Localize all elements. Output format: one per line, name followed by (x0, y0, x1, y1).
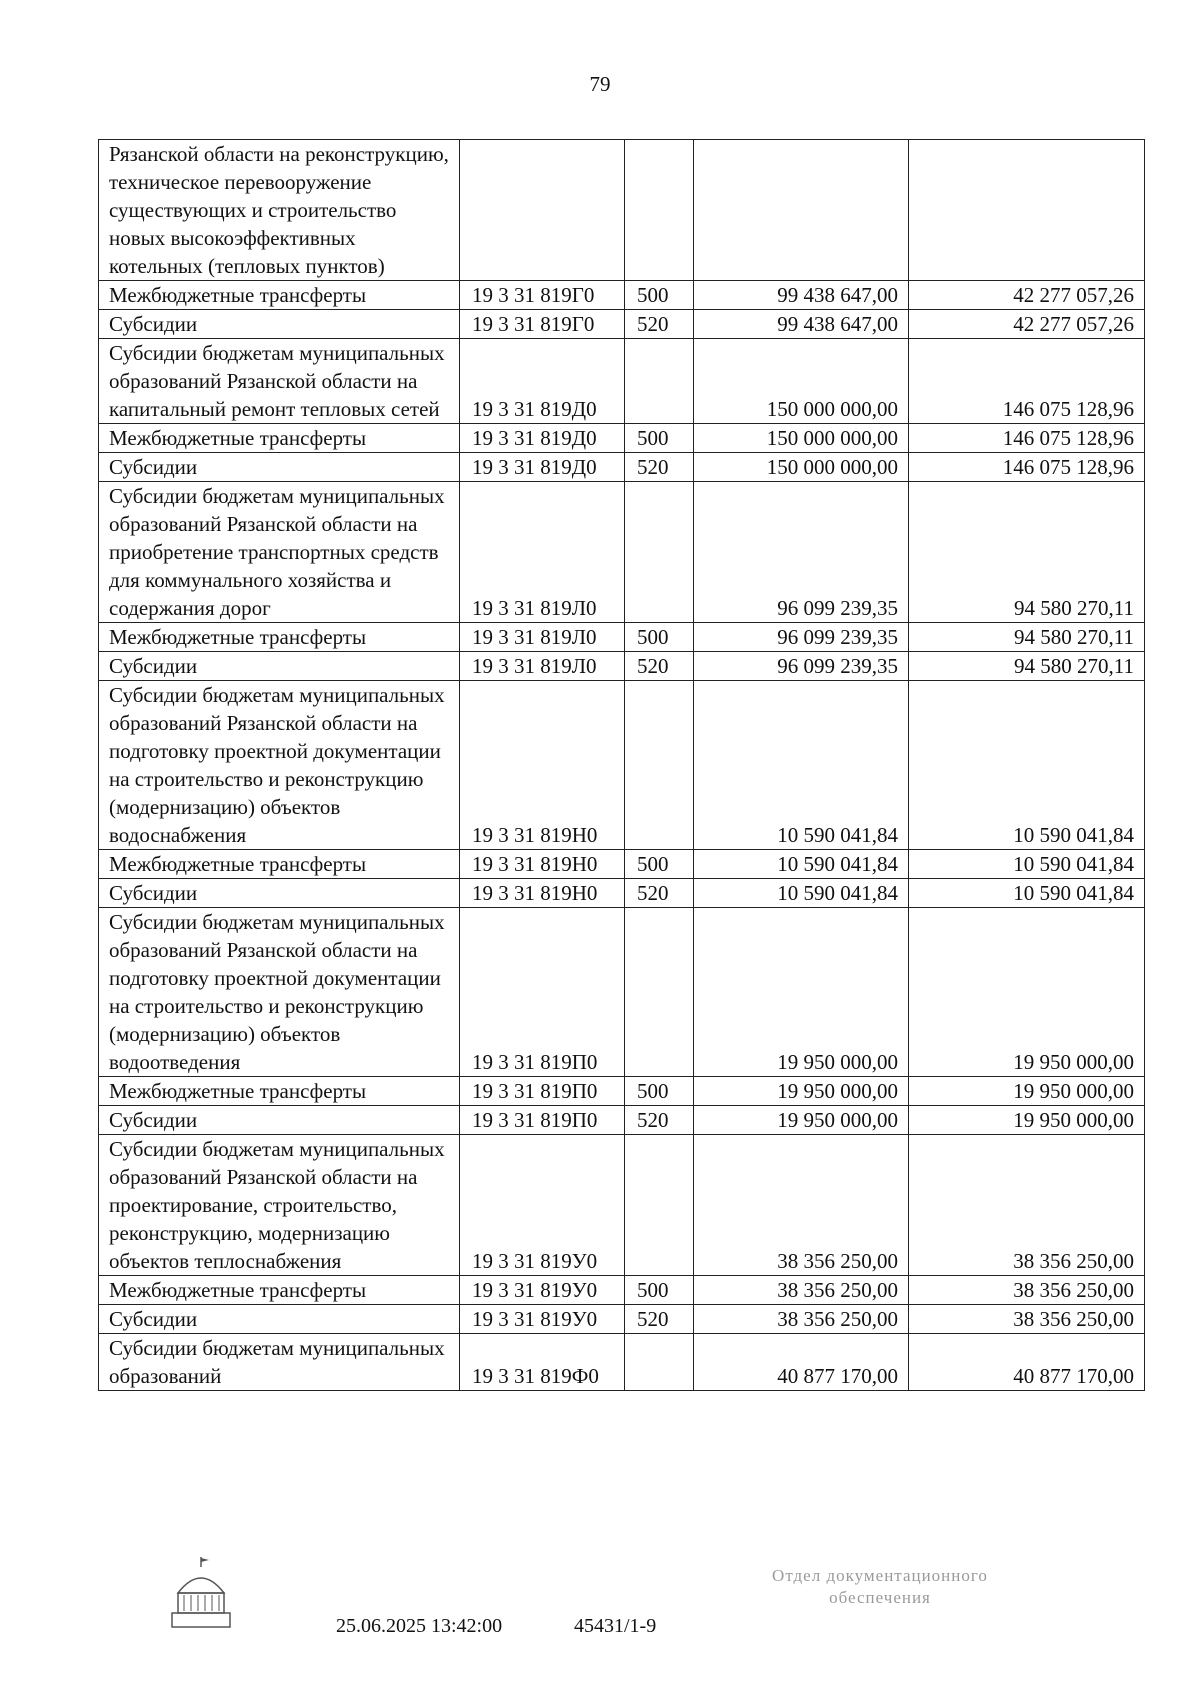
cell-amount-2: 42 277 057,26 (909, 310, 1145, 339)
cell-name: Субсидии (99, 652, 460, 681)
cell-amount-2: 10 590 041,84 (909, 850, 1145, 879)
cell-name: Межбюджетные трансферты (99, 424, 460, 453)
cell-name: Субсидии бюджетам муниципальных образований Рязанской области на проектирование, строительство, реконструкцию, модернизацию объектов теплоснабжения (99, 1135, 460, 1276)
cell-code: 19 3 31 819У0 (460, 1276, 625, 1305)
cell-vr: 520 (625, 1305, 694, 1334)
stamp-line-2: обеспечения (829, 1588, 931, 1607)
cell-amount-2: 38 356 250,00 (909, 1135, 1145, 1276)
cell-code: 19 3 31 819П0 (460, 908, 625, 1077)
cell-vr (625, 1135, 694, 1276)
cell-amount-2: 38 356 250,00 (909, 1276, 1145, 1305)
cell-vr: 520 (625, 1106, 694, 1135)
cell-amount-2: 146 075 128,96 (909, 424, 1145, 453)
cell-code: 19 3 31 819Л0 (460, 652, 625, 681)
cell-vr: 520 (625, 652, 694, 681)
cell-name: Субсидии бюджетам муниципальных образований Рязанской области на приобретение транспортных средств для коммунального хозяйства и содержания дорог (99, 482, 460, 623)
cell-name: Субсидии бюджетам муниципальных образований Рязанской области на капитальный ремонт тепловых сетей (99, 339, 460, 424)
cell-amount-1: 96 099 239,35 (694, 482, 909, 623)
cell-amount-2: 10 590 041,84 (909, 681, 1145, 850)
cell-vr: 520 (625, 453, 694, 482)
table-row (99, 623, 1145, 652)
cell-code: 19 3 31 819П0 (460, 1077, 625, 1106)
cell-vr (625, 681, 694, 850)
cell-amount-1: 38 356 250,00 (694, 1276, 909, 1305)
cell-code: 19 3 31 819Н0 (460, 850, 625, 879)
cell-amount-2: 40 877 170,00 (909, 1334, 1145, 1391)
cell-name: Рязанской области на реконструкцию, техническое перевооружение существующих и строительство новых высокоэффективных котельных (тепловых пунктов) (99, 140, 460, 281)
cell-amount-1: 99 438 647,00 (694, 281, 909, 310)
cell-amount-1: 38 356 250,00 (694, 1305, 909, 1334)
table-row (99, 1334, 1145, 1391)
cell-vr: 520 (625, 310, 694, 339)
cell-name: Субсидии (99, 1106, 460, 1135)
cell-vr: 520 (625, 879, 694, 908)
cell-amount-1: 19 950 000,00 (694, 1077, 909, 1106)
cell-name: Субсидии (99, 879, 460, 908)
cell-name: Субсидии (99, 453, 460, 482)
cell-vr: 500 (625, 424, 694, 453)
table-row (99, 1077, 1145, 1106)
table-row (99, 281, 1145, 310)
cell-vr: 500 (625, 1077, 694, 1106)
cell-amount-1: 99 438 647,00 (694, 310, 909, 339)
cell-amount-1: 150 000 000,00 (694, 424, 909, 453)
footer-datetime: 25.06.2025 13:42:00 (336, 1615, 503, 1637)
cell-amount-1: 38 356 250,00 (694, 1135, 909, 1276)
cell-amount-2: 38 356 250,00 (909, 1305, 1145, 1334)
cell-amount-1: 19 950 000,00 (694, 908, 909, 1077)
cell-code: 19 3 31 819Н0 (460, 879, 625, 908)
cell-name: Субсидии (99, 1305, 460, 1334)
cell-amount-1: 150 000 000,00 (694, 339, 909, 424)
cell-amount-2: 42 277 057,26 (909, 281, 1145, 310)
cell-vr (625, 908, 694, 1077)
table-row (99, 453, 1145, 482)
cell-code: 19 3 31 819У0 (460, 1135, 625, 1276)
table-row (99, 339, 1145, 424)
cell-name: Субсидии бюджетам муниципальных образований (99, 1334, 460, 1391)
table-row (99, 482, 1145, 623)
cell-amount-2: 19 950 000,00 (909, 1077, 1145, 1106)
cell-code: 19 3 31 819Н0 (460, 681, 625, 850)
cell-code: 19 3 31 819Д0 (460, 453, 625, 482)
document-footer (0, 1555, 1200, 1665)
cell-amount-1: 10 590 041,84 (694, 681, 909, 850)
cell-code: 19 3 31 819Г0 (460, 310, 625, 339)
cell-vr: 500 (625, 850, 694, 879)
cell-amount-1: 10 590 041,84 (694, 850, 909, 879)
footer-doc-number: 45431/1-9 (574, 1615, 657, 1637)
cell-code: 19 3 31 819Л0 (460, 482, 625, 623)
cell-amount-1: 40 877 170,00 (694, 1334, 909, 1391)
table-row (99, 908, 1145, 1077)
page-number: 79 (589, 72, 611, 96)
cell-amount-2: 19 950 000,00 (909, 908, 1145, 1077)
cell-name: Межбюджетные трансферты (99, 281, 460, 310)
cell-amount-2: 19 950 000,00 (909, 1106, 1145, 1135)
cell-name: Межбюджетные трансферты (99, 850, 460, 879)
cell-vr (625, 482, 694, 623)
cell-amount-2: 146 075 128,96 (909, 339, 1145, 424)
cell-code: 19 3 31 819Л0 (460, 623, 625, 652)
cell-vr: 500 (625, 281, 694, 310)
cell-name: Субсидии бюджетам муниципальных образований Рязанской области на подготовку проектной документации на строительство и реконструкцию (модернизацию) объектов водоотведения (99, 908, 460, 1077)
cell-amount-1: 10 590 041,84 (694, 879, 909, 908)
cell-amount-2: 94 580 270,11 (909, 652, 1145, 681)
table-row (99, 850, 1145, 879)
table-row (99, 1276, 1145, 1305)
cell-amount-2: 146 075 128,96 (909, 453, 1145, 482)
table-row (99, 879, 1145, 908)
cell-code: 19 3 31 819Г0 (460, 281, 625, 310)
cell-name: Межбюджетные трансферты (99, 623, 460, 652)
cell-amount-1: 96 099 239,35 (694, 623, 909, 652)
table-row (99, 1135, 1145, 1276)
cell-code: 19 3 31 819П0 (460, 1106, 625, 1135)
cell-amount-1: 19 950 000,00 (694, 1106, 909, 1135)
duma-logo-icon (168, 1555, 234, 1631)
cell-name: Субсидии бюджетам муниципальных образований Рязанской области на подготовку проектной документации на строительство и реконструкцию (модернизацию) объектов водоснабжения (99, 681, 460, 850)
cell-amount-1: 96 099 239,35 (694, 652, 909, 681)
cell-vr: 500 (625, 1276, 694, 1305)
cell-code: 19 3 31 819У0 (460, 1305, 625, 1334)
table-row (99, 1106, 1145, 1135)
cell-name: Межбюджетные трансферты (99, 1077, 460, 1106)
cell-name: Субсидии (99, 310, 460, 339)
table-row (99, 652, 1145, 681)
department-stamp (720, 1565, 1040, 1609)
cell-code (460, 140, 625, 281)
table-row (99, 681, 1145, 850)
cell-code: 19 3 31 819Д0 (460, 339, 625, 424)
table-row (99, 310, 1145, 339)
cell-code: 19 3 31 819Ф0 (460, 1334, 625, 1391)
cell-code: 19 3 31 819Д0 (460, 424, 625, 453)
table-row (99, 1305, 1145, 1334)
table-row (99, 424, 1145, 453)
table-row (99, 140, 1145, 281)
cell-vr (625, 339, 694, 424)
cell-vr: 500 (625, 623, 694, 652)
cell-amount-1: 150 000 000,00 (694, 453, 909, 482)
cell-amount-2 (909, 140, 1145, 281)
cell-vr (625, 140, 694, 281)
budget-table (98, 139, 1145, 1391)
stamp-line-1: Отдел документационного (772, 1566, 988, 1585)
cell-amount-2: 94 580 270,11 (909, 482, 1145, 623)
cell-amount-1 (694, 140, 909, 281)
cell-amount-2: 10 590 041,84 (909, 879, 1145, 908)
cell-vr (625, 1334, 694, 1391)
cell-name: Межбюджетные трансферты (99, 1276, 460, 1305)
cell-amount-2: 94 580 270,11 (909, 623, 1145, 652)
